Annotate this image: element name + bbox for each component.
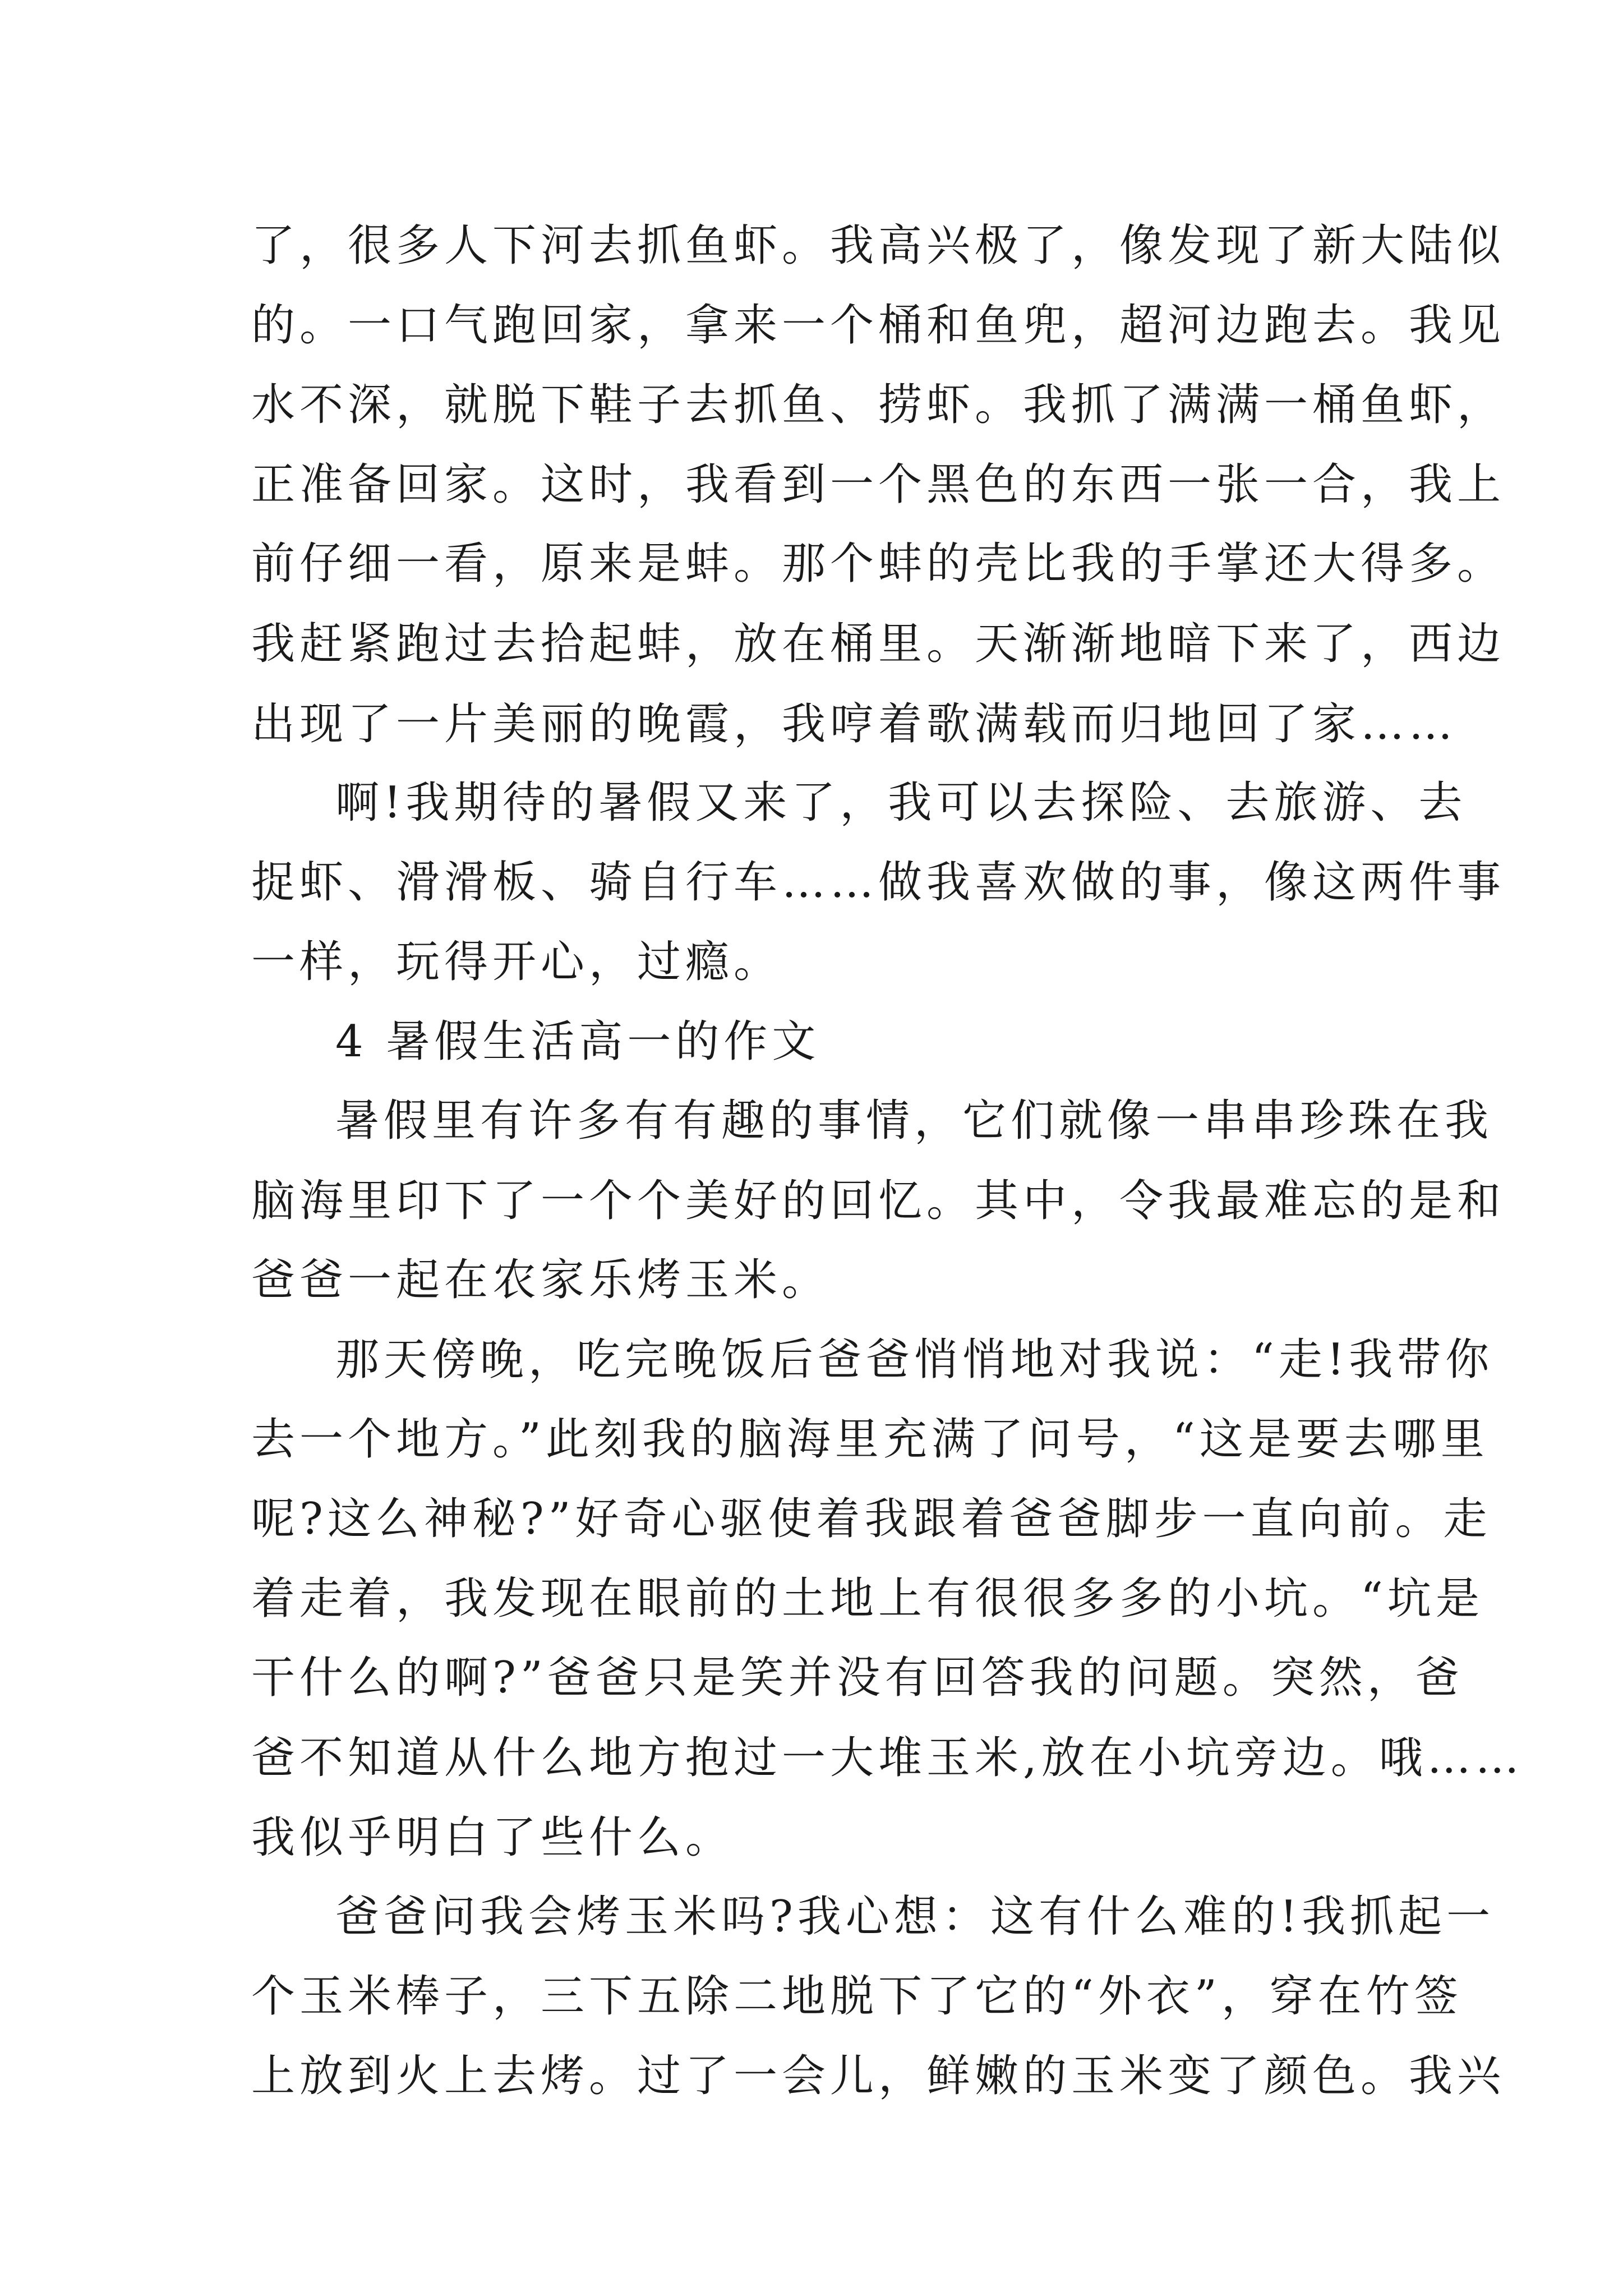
text-line: 脑海里印下了一个个美好的回忆。其中，令我最难忘的是和 <box>251 1176 1506 1226</box>
text-line: 水不深，就脱下鞋子去抓鱼、捞虾。我抓了满满一桶鱼虾， <box>251 380 1506 430</box>
text-line: 我赶紧跑过去拾起蚌，放在桶里。天渐渐地暗下来了，西边 <box>251 619 1506 669</box>
text-line: 一样，玩得开心，过瘾。 <box>251 937 782 987</box>
text-line: 爸爸一起在农家乐烤玉米。 <box>251 1255 831 1305</box>
paragraph-first-line: 暑假里有许多有有趣的事情，它们就像一串串珍珠在我 <box>335 1096 1493 1146</box>
text-line: 干什么的啊?”爸爸只是笑并没有回答我的问题。突然，爸 <box>251 1653 1464 1703</box>
paragraph-first-line: 啊!我期待的暑假又来了，我可以去探险、去旅游、去 <box>335 777 1467 828</box>
text-line: 的。一口气跑回家，拿来一个桶和鱼兜，超河边跑去。我见 <box>251 300 1506 351</box>
text-line: 呢?这么神秘?”好奇心驱使着我跟着爸爸脚步一直向前。走 <box>251 1494 1492 1544</box>
text-line: 正准备回家。这时，我看到一个黑色的东西一张一合，我上 <box>251 459 1506 510</box>
paragraph-first-line: 爸爸问我会烤玉米吗?我心想：这有什么难的!我抓起一 <box>335 1892 1495 1942</box>
text-line: 个玉米棒子，三下五除二地脱下了它的“外衣”，穿在竹签 <box>251 1971 1463 2022</box>
text-line: 着走着，我发现在眼前的土地上有很很多多的小坑。“坑是 <box>251 1573 1484 1624</box>
text-line: 前仔细一看，原来是蚌。那个蚌的壳比我的手掌还大得多。 <box>251 539 1506 589</box>
text-line: 上放到火上去烤。过了一会儿，鲜嫩的玉米变了颜色。我兴 <box>251 2051 1506 2101</box>
text-line: 捉虾、滑滑板、骑自行车……做我喜欢做的事，像这两件事 <box>251 857 1506 908</box>
text-line: 出现了一片美丽的晚霞，我哼着歌满载而归地回了家…… <box>251 699 1458 749</box>
section-heading: 4 暑假生活高一的作文 <box>335 1016 820 1067</box>
text-line: 了，很多人下河去抓鱼虾。我高兴极了，像发现了新大陆似 <box>251 220 1506 271</box>
text-line: 爸不知道从什么地方抱过一大堆玉米,放在小坑旁边。哦…… <box>251 1733 1524 1783</box>
paragraph-first-line: 那天傍晚，吃完晚饭后爸爸悄悄地对我说：“走!我带你 <box>335 1335 1494 1385</box>
text-line: 我似乎明白了些什么。 <box>251 1812 734 1863</box>
text-line: 去一个地方。”此刻我的脑海里充满了问号，“这是要去哪里 <box>251 1414 1489 1465</box>
